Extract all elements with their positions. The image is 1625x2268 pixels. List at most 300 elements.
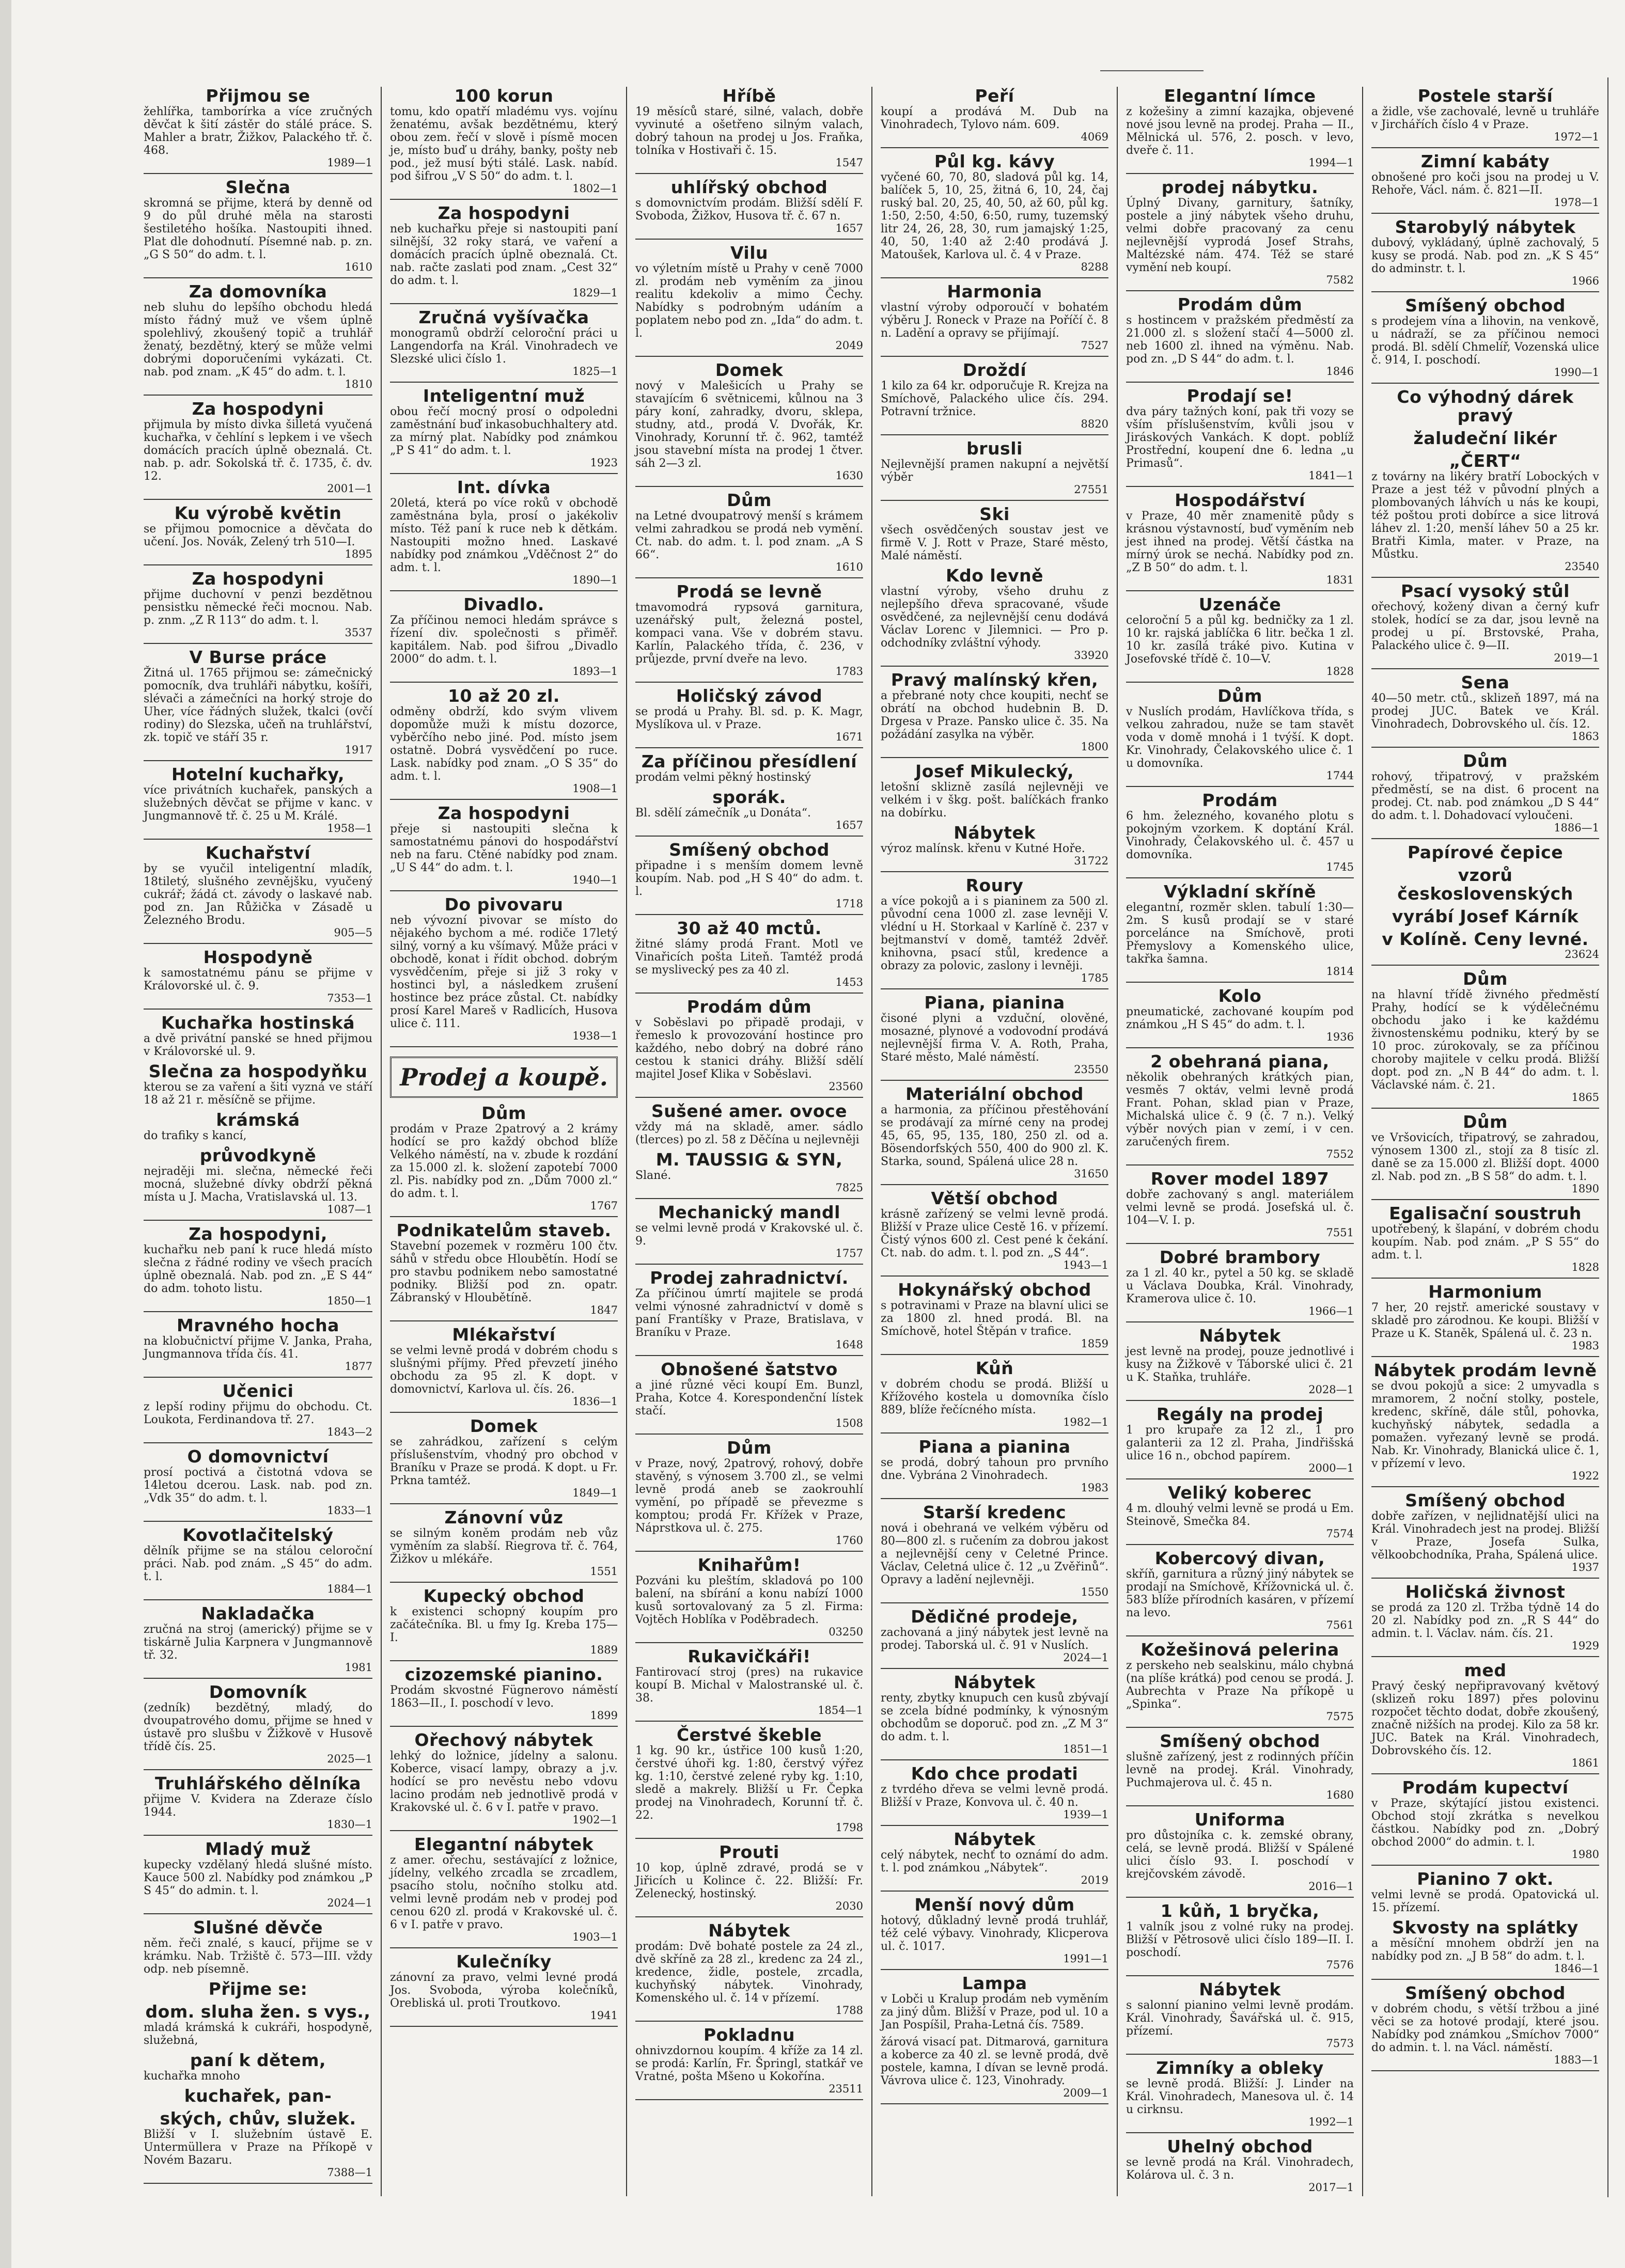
ad-divider (144, 943, 372, 944)
ad-body: vo výletním místě u Prahy v ceně 7000 zl. prodám neb vyměním za jinou realitu kdekoliv a mimo Čechy. Nabídky s podrobným udáním a poplatem nebo pod zn. „Ida“ do adm. t. l. (635, 262, 863, 340)
ad-number: 1648 (835, 1338, 863, 1351)
ad-heading: Smíšený obchod (1160, 1731, 1320, 1751)
ad-body: celý nábytek, nechť to oznámí do adm. t. l. pod známkou „Nábytek“. (881, 1849, 1108, 1875)
ad-heading: Dědičné prodeje, (911, 1606, 1079, 1627)
ad-heading: Výkladní skříně (1163, 881, 1317, 902)
ad-heading: M. TAUSSIG & SYN, (655, 1149, 843, 1170)
ad-divider (635, 239, 863, 240)
ad-body: letošní sklizně zasílá nejlevněji ve velkém i v škg. pošt. balíčkách franko na dobírku. (881, 781, 1108, 820)
classified-ad (1371, 970, 1599, 1104)
ad-divider (1371, 1656, 1599, 1657)
ad-number: 1861 (1571, 1757, 1599, 1769)
classified-ad (635, 1647, 863, 1716)
ad-number: 1846 (1326, 365, 1354, 377)
classified-ad (635, 752, 863, 784)
ad-body: něm. řeči znalé, s kaucí, přijme se v krámku. Nab. Tržiště č. 573—III. vždy odp. neb písemně. (144, 1937, 372, 1976)
ad-divider (881, 500, 1108, 501)
classified-ad (144, 282, 372, 390)
ad-number: 1854—1 (818, 1704, 863, 1716)
ad-divider (144, 643, 372, 644)
ad-divider (1126, 1727, 1354, 1728)
ad-number: 1718 (835, 897, 863, 910)
ad-heading: Egalisační soustruh (1389, 1203, 1582, 1223)
ad-heading: Smíšený obchod (1405, 295, 1566, 316)
ad-divider (881, 1668, 1108, 1669)
classified-ad (635, 87, 863, 169)
ad-body: v Nuslích prodám, Havlíčkova třída, s velkou zahradou, nuže se tam stavět voda v domě mnohá i 1 tvýší. K dopt. Kr. Vinohrady, Čelakovského ulice č. 1 u domovníka. (1126, 705, 1354, 770)
classified-ad (144, 1382, 372, 1438)
ad-divider (1371, 838, 1599, 839)
classified-ad (635, 1203, 863, 1259)
ad-heading: Dobré brambory (1159, 1247, 1321, 1267)
classified-ad (1126, 1405, 1354, 1474)
classified-ad (390, 1326, 618, 1408)
ad-number: 1802—1 (572, 182, 618, 195)
ad-body: na klobučnictví přijme V. Janka, Praha, Jungmannova třída čís. 41. (144, 1335, 372, 1361)
ad-number: 1788 (835, 2004, 863, 2017)
ad-heading: Roury (965, 875, 1024, 895)
ad-body: k samostatnému pánu se přijme v Královorské ul. č. 9. (144, 967, 372, 993)
ad-heading: Lampa (962, 1973, 1027, 1993)
ad-number: 1883—1 (1554, 2054, 1599, 2066)
ad-divider (390, 1726, 618, 1727)
ad-number: 8288 (1081, 261, 1108, 273)
ad-heading: vzorů československých (1397, 865, 1573, 904)
ad-body: na Letné dvoupatrový menší s krámem velmi zahradkou se prodá neb vymění. Ct. nab. do adm. t. l. pod znam. „A S 66“. (635, 510, 863, 561)
ad-body: přijmula by místo divka šilletá vyučená kuchařka, v čehlíní s lepkem i ve všech domácích pracích úplně obeznalá. Ct. nab. p. adr. Sokolská tř. č. 1735, č. dv. 12. (144, 418, 372, 483)
classified-ad (881, 439, 1108, 496)
ad-heading: Prodám kupectví (1402, 1777, 1569, 1798)
ad-divider (144, 277, 372, 278)
ad-divider (390, 2026, 618, 2027)
ad-number: 1783 (835, 665, 863, 678)
ad-number: 2030 (835, 1900, 863, 1912)
ad-body: přijme duchovní v penzi bezdětnou pensistku německé řeči mocnou. Nab. p. znm. „Z R 113“ do adm. t. l. (144, 588, 372, 627)
ad-body: 1 pro krupaře za 12 zl., 1 pro galanterii za 12 zl. Praha, Jindřišská ulice 16 n., obchod papírem. (1126, 1424, 1354, 1462)
ad-body: dobře zařízen, v nejlidnatější ulici na Král. Vinohradech jest na prodej. Bližší v Praze, Josefa Sulka, vělkoobchodníka, Praha, Spálená ulice. (1371, 1510, 1599, 1562)
classified-ad (1126, 1641, 1354, 1723)
ad-divider (881, 1969, 1108, 1970)
classified-ad (144, 1980, 372, 1998)
classified-ad (1126, 1484, 1354, 1540)
ad-heading: Peří (975, 87, 1014, 106)
ad-number: 7576 (1326, 1959, 1354, 1971)
ad-body: a přebrané noty chce koupiti, nechť se obrátí na obchod hudebnin B. D. Drgesa v Praze. Pansko ulice č. 35. Na požádání zasylka na výběr. (881, 689, 1108, 741)
ad-divider (635, 1551, 863, 1552)
ad-heading: Přijmou se (206, 87, 310, 106)
ad-number: 1831 (1326, 574, 1354, 586)
ad-divider (881, 988, 1108, 989)
ad-number: 1922 (1571, 1470, 1599, 1482)
ad-number: 1810 (345, 378, 372, 390)
ad-heading: Sena (1461, 672, 1510, 692)
ad-heading: Piana, pianina (924, 993, 1065, 1013)
ad-body: Fantirovací stroj (pres) na rukavice koupí B. Michal v Malostranské ul. č. 38. (635, 1666, 863, 1705)
ad-body: Pravý český nepřipravovaný květový (sklizeň roku 1897) přes polovinu rozpočet těchto dodat, dobře zkoušený, značně nižších na prodej. Kilo za 58 kr. JUC. Batek na Král. Vinohradech, Dobrovského čís. 12. (1371, 1680, 1599, 1757)
ad-divider (635, 993, 863, 994)
ad-body: Prodám skvostné Fügnerovo náměstí 1863—II., I. poschodí v levo. (390, 1684, 618, 1710)
ad-number: 7574 (1326, 1527, 1354, 1540)
ad-heading: Uhelný obchod (1167, 2136, 1313, 2156)
ad-number: 2025—1 (327, 1753, 372, 1765)
ad-number: 7582 (1326, 274, 1354, 286)
ad-number: 1671 (835, 731, 863, 743)
classified-ad (1371, 1204, 1599, 1273)
classified-ad (881, 1189, 1108, 1271)
ad-heading: Kůň (975, 1358, 1014, 1378)
top-rule (1100, 70, 1204, 73)
ad-heading: Ořechový nábytek (414, 1730, 593, 1750)
ad-body: pro důstojníka c. k. zemské obrany, celá, se levně prodá. Bližší v Spálené ulici číslo 93. I. poschodí v krejčovském závodě. (1126, 1829, 1354, 1881)
ad-heading: Čerstvé škeble (676, 1725, 822, 1745)
classified-ad (1126, 2137, 1354, 2194)
ad-heading: Půl kg. kávy (934, 151, 1055, 171)
ad-heading: Slušné děvče (193, 1917, 323, 1938)
classified-ad (144, 1774, 372, 1831)
classified-ad (1371, 752, 1599, 834)
ad-heading: cizozemské pianino. (404, 1664, 603, 1684)
ad-divider (1371, 1278, 1599, 1279)
ad-body: vždy má na skladě, amer. sádlo (tlerces) po zl. 58 z Děčína u nejlevněji (635, 1121, 863, 1146)
classified-ad (390, 1221, 618, 1316)
ad-body: skříň, garnitura a různý jiný nábytek se prodají na Smíchově, Křížovnická ul. č. 583 blíže přírodních kasáren, v přízemí na levo. (1126, 1568, 1354, 1619)
ad-number: 1547 (835, 156, 863, 169)
ad-heading: Pravý malínský křen, (890, 670, 1099, 690)
ad-divider (390, 682, 618, 683)
ad-heading: Nábytek (708, 1920, 790, 1941)
ad-body: čisoné plyni a vzduční, olověné, mosazné, plynové a vodovodní prodává nejlevnější firma V. A. Roth, Praha, Staré město, Malé náměstí. (881, 1012, 1108, 1064)
ad-body: zachovaná a jiný nábytek jest levně na prodej. Taborská ul. č. 91 v Nuslích. (881, 1626, 1108, 1652)
ad-divider (881, 1080, 1108, 1081)
ad-divider (635, 1642, 863, 1643)
ad-heading: Menší nový dům (914, 1895, 1075, 1915)
ad-heading: Dům (727, 1438, 772, 1458)
ad-body: s potravinami v Praze na blavní ulici se za 1800 zl. hned prodá. Bl. na Smíchově, hotel Štěpán v trafice. (881, 1299, 1108, 1338)
ad-heading: Slečna (225, 177, 291, 197)
classified-ad (1371, 1491, 1599, 1573)
ad-number: 1893—1 (572, 665, 618, 678)
ad-body: rohový, třipatrový, v pražském předměstí, se na dist. 6 procent na prodej. Ct. nab. pod známkou „D S 44“ do adm. t. l. Dohadovací vyloučeni. (1371, 770, 1599, 822)
ad-divider (1371, 1108, 1599, 1109)
ad-divider (1371, 747, 1599, 748)
ad-heading: Regály na prodej (1156, 1404, 1324, 1424)
ad-number: 2009—1 (1063, 2087, 1108, 2099)
ad-number: 1958—1 (327, 822, 372, 834)
ad-heading: Rukavičkáři! (687, 1646, 811, 1666)
ad-divider (390, 1412, 618, 1413)
ad-heading: Za hospodyni (192, 569, 324, 589)
ad-body: ohnivzdornou koupím. 4 kříže za 14 zl. se prodá: Karlín, Fr. Špringl, statkář ve Vratné, pošta Mšeno u Kokořína. (635, 2044, 863, 2083)
ad-body: dubový, vykládaný, úplně zachovalý, 5 kusy se prodá. Nab. pod zn. „K S 45“ do adminstr. t. l. (1371, 237, 1599, 275)
ad-divider (390, 1216, 618, 1217)
ad-heading: Kuchařka hostinská (161, 1013, 355, 1033)
ad-body: prodám velmi pěkný hostinský (635, 771, 811, 784)
classified-ad (1126, 1810, 1354, 1893)
ad-body: 1 kilo za 64 kr. odporučuje R. Krejza na Smíchově, Palackého ulice čís. 294. Potravní tržnice. (881, 380, 1108, 418)
ad-body: se velmi levně prodá v Krakovské ul. č. 9. (635, 1222, 863, 1248)
ad-divider (390, 382, 618, 383)
ad-body: z tvrdého dřeva se velmi levně prodá. Bližší v Praze, Konvova ul. č. 40 n. (881, 1783, 1108, 1809)
ad-divider (881, 1825, 1108, 1826)
ad-heading: Postele starší (1417, 87, 1553, 106)
ad-number: 3537 (345, 626, 372, 639)
ad-body: nejraději mi. slečna, německé řeči mocná, služebné dívky obdrží pěkná místa u J. Macha, Vratislavská ul. 13. (144, 1165, 372, 1204)
ad-divider (1126, 877, 1354, 878)
ad-body: kupecky vzdělaný hledá slušné místo. Kauce 500 zl. Nabídky pod známkou „P S 45“ do admin. t. l. (144, 1858, 372, 1897)
ad-number: 1846—1 (1554, 1962, 1599, 1975)
ad-body: v dobrém chodu, s větší tržbou a jiné věci se za hotové prodají, které jsou. Nabídky pod známkou „Smíchov 7000“ do admin. t. l. na Václ. náměstí. (1371, 2003, 1599, 2054)
classified-ad (1371, 388, 1599, 425)
ad-number: 7825 (835, 1182, 863, 1194)
ad-divider (635, 1198, 863, 1199)
classified-ad (881, 361, 1108, 430)
ad-number: 1938—1 (572, 1030, 618, 1042)
section-banner: Prodej a koupě. (390, 1057, 618, 1098)
ad-body: velmi levně se prodá. Opatovická ul. 15. přízemí. (1371, 1888, 1599, 1914)
classified-ad (1371, 1361, 1599, 1482)
ad-number: 1850—1 (327, 1295, 372, 1307)
column-4 (871, 87, 1117, 2196)
ad-body: hotový, důkladný levně prodá truhlář, též celé výbavy. Vinohrady, Klicperova ul. č. 1017. (881, 1914, 1108, 1953)
ad-heading: Mechanický mandl (658, 1202, 840, 1222)
classified-ad (1371, 1778, 1599, 1861)
classified-ad (144, 1604, 372, 1674)
ad-heading: Sušené amer. ovoce (651, 1101, 848, 1121)
classified-ad (390, 1952, 618, 2022)
classified-ad (144, 1683, 372, 1765)
ad-heading: kuchařek, pan- (184, 2086, 332, 2106)
ad-body: lehký do ložnice, jídelny a salonu. Koberce, visací lampy, obrazy a j.v. hodící se pro nevěstu nebo vdovu lacino prodám neb jednotlivě prodá v Krakovské ul. č. 6 v I. patře v pravo. (390, 1750, 618, 1814)
ad-heading: Kolo (1218, 986, 1262, 1006)
ad-body: tmavomodrá rypsová garnitura, uzenářský pult, železná postel, kompaci vana. Vše v dobrém stavu. Karlín, Palackého třída, č. 236, v průjezde, první dveře na levo. (635, 601, 863, 666)
classified-ad (881, 152, 1108, 273)
ad-body: s salonní pianino velmi levně prodám. Král. Vinohrady, Šavářská ul. č. 915, přízemí. (1126, 1999, 1354, 2038)
ad-number: 1877 (345, 1360, 372, 1373)
classified-ad (1371, 866, 1599, 903)
classified-ad (881, 1830, 1108, 1886)
ad-heading: Smíšený obchod (669, 840, 830, 860)
ad-heading: Holičská živnost (1405, 1582, 1566, 1602)
ad-number: 1785 (1081, 972, 1108, 984)
classified-ad (1371, 907, 1599, 926)
ad-number: 1929 (1571, 1640, 1599, 1652)
ad-heading: Za hospodyni (192, 399, 324, 419)
ad-heading: Int. dívka (457, 477, 551, 497)
ad-divider (390, 1046, 618, 1047)
ad-heading: Nábytek prodám levně (1373, 1360, 1597, 1380)
ad-divider (881, 871, 1108, 872)
ad-body: 19 měsíců staré, silné, valach, dobře vyvinuté a ošetřeno silným valach, dobrý tahoun na prodej u Jos. Fraňka, tolníka v Hostivaři č. 15. (635, 105, 863, 157)
ad-heading: Přijme se: (208, 1979, 308, 1999)
ad-number: 1884—1 (327, 1583, 372, 1595)
ad-body: žárová visací pat. Ditmarová, garnitura a koberce za 40 zl. se levně prodá, dvě postele, kamna, I dívan se levně prodá. Vávrova ulice č. 123, Vinohrady. (881, 2036, 1108, 2087)
ad-number: 905—5 (334, 926, 372, 939)
ad-divider (390, 799, 618, 800)
ad-number: 2019—1 (1554, 652, 1599, 664)
ad-number: 1630 (835, 469, 863, 482)
ad-number: 1744 (1326, 769, 1354, 782)
ad-number: 1966 (1571, 275, 1599, 287)
ad-heading: krámská (216, 1110, 300, 1130)
classified-ad (144, 1526, 372, 1595)
classified-ad (635, 1360, 863, 1429)
ad-number: 2049 (835, 339, 863, 352)
ad-divider (1126, 786, 1354, 787)
ad-heading: Zručná vyšívačka (418, 307, 589, 327)
right-rule (1607, 77, 1608, 2197)
ad-heading: Skvosty na splátky (1392, 1917, 1579, 1938)
ad-divider (1371, 1486, 1599, 1487)
ad-body: upotřebený, k šlapání, v dobrém chodu koupím. Nab. pod znám. „P S 55“ do adm. t. l. (1371, 1223, 1599, 1262)
ad-body: nový v Malešicích u Prahy se stavajícím 6 světnicemi, kůlnou na 3 páry koní, zahradky, dvoru, sklepa, studny, atd., prodá V. Dvořák, Kr. Vinohrady, Korunní tř. č. 962, tamtéž jsou stavební místa na prodej 1 čtver. sáh 2—3 zl. (635, 380, 863, 470)
ad-body: neb vývozní pivovar se místo do nějakého bychom a mé. rodiče 17letý silný, vorný a ku všímavý. Může práci v obchodě, konat i řídit obchod. dobrým vysvědčením, přeje si již 3 roky v hostinci byl, a následkem zrušení hostince bez práce zůstal. Ct. nabídky prosí Karel Mareš v Radlicích, Husova ulice č. 111. (390, 914, 618, 1030)
ad-body: v Lobči u Kralup prodám neb vyměním za jiný dům. Bližší v Praze, pod ul. 10 a Jan Pospíšil, Praha-Letná čís. 7589. (881, 1993, 1108, 2031)
ad-number: 7353—1 (327, 992, 372, 1004)
ad-heading: med (1464, 1660, 1507, 1680)
classified-ad (144, 400, 372, 495)
ad-number: 23624 (1565, 948, 1599, 960)
ad-divider (635, 747, 863, 748)
ad-heading: dom. sluha žen. s vys., (145, 2002, 371, 2022)
ad-number: 1843—2 (327, 1426, 372, 1438)
ad-number: 1551 (590, 1565, 618, 1578)
ad-body: koupí a prodává M. Dub na Vinohradech, Tylovo nám. 609. (881, 105, 1108, 131)
ad-divider (635, 486, 863, 487)
ad-divider (144, 395, 372, 396)
ad-body: přeje si nastoupiti slečna k samostatnému pánovi do hospodářství neb na faru. Ctěné nabídky pod znam. „U S 44“ do adm. t. l. (390, 823, 618, 874)
ad-number: 7561 (1326, 1619, 1354, 1631)
ad-body: renty, zbytky knupuch cen kusů zbývají se zcela bídné podmínky, k výnosným obchodům se doporuč. pod zn. „Z M 3“ do adm. t. l. (881, 1692, 1108, 1743)
ad-divider (635, 2021, 863, 2022)
classified-ad (1371, 218, 1599, 287)
ad-number: 1992—1 (1308, 2116, 1354, 2128)
ad-body: zručná na stroj (americký) přijme se v tiskárně Julia Karpnera v Jungmannově tř. 32. (144, 1623, 372, 1662)
classified-ad (635, 788, 863, 831)
classified-ad (635, 1102, 863, 1146)
ad-body: výroz malínsk. křenu v Kutné Hoře. (881, 842, 1085, 855)
ad-divider (1371, 2070, 1599, 2071)
ad-body: prodám: Dvě bohaté postele za 24 zl., dvě skříně za 28 zl., kredenc za 24 zl., kredence, židle, postele, zrcadla, kuchyňský nábytek. Vinohrady, Komenského ul. č. 14 v přízemí. (635, 1940, 863, 2005)
classified-ad (1126, 87, 1354, 169)
ad-body: se dvou pokojů a sice: 2 umyvadla s mramorem, 2 noční stolky, postele, kredenc, skříně, dále stůl, pohovka, kuchyňský nábytek, sedadla a pomažen. vyřezaný levně se prodá. Nab. Kr. Vinohrady, Blanická ulice č. 1, v přízemí v levo. (1371, 1380, 1599, 1470)
ad-divider (144, 839, 372, 840)
ad-heading: „ČERT“ (1449, 451, 1522, 471)
ad-body: kterou se za vaření a šití vyzná ve stáří 18 až 21 r. měsíčně se přijme. (144, 1081, 372, 1107)
ad-body: z továrny na likéry bratří Lobockých v Praze a jest též v původní plných a plombovaných láhvích u nás ke koupi, též poštou proti dobírce a sice litrová láhev zl. 1:20, menší láhev 50 a 25 kr. Bratři Kimla, mater. v Praze, na Můstku. (1371, 470, 1599, 561)
ad-heading: 100 korun (454, 87, 554, 106)
classified-ad (635, 1843, 863, 1912)
classified-ad (881, 1503, 1108, 1598)
classified-ad (144, 648, 372, 756)
ad-body: pneumatické, zachované koupím pod známkou „H S 45“ do adm. t. l. (1126, 1005, 1354, 1031)
classified-ad (144, 2051, 372, 2083)
ad-body: obou řečí mocný prosí o odpoledni zaměstnání buď inkasobuchhaltery atd. za mírný plat. Nabídky pod známkou „P S 41“ do adm. t. l. (390, 405, 618, 457)
ad-body: vlastní výroby odporoučí v bohatém výběru J. Roneck v Praze na Poříčí č. 8 n. Ladění a opravy se přijímají. (881, 301, 1108, 340)
ad-heading: Za hospodyni (437, 203, 570, 223)
ad-heading: Prodají se! (1186, 386, 1293, 406)
ad-number: 1895 (345, 548, 372, 560)
classified-ad (635, 1922, 863, 2017)
classified-ad (1371, 296, 1599, 379)
ad-divider (635, 836, 863, 837)
ad-divider (881, 1602, 1108, 1603)
classified-ad (635, 919, 863, 988)
ad-number: 1972—1 (1554, 131, 1599, 143)
ad-body: prosí poctivá a čistotná vdova se 14letou dcerou. Lask. nab. pod zn. „Vdk 35“ do adm. t. l. (144, 1466, 372, 1505)
classified-ad (881, 566, 1108, 662)
ad-divider (1126, 173, 1354, 174)
ad-body: z lepší rodiny přijmu do obchodu. Ct. Loukota, Ferdinandova tř. 27. (144, 1400, 372, 1426)
ad-divider (1126, 486, 1354, 487)
ad-number: 1903—1 (572, 1931, 618, 1943)
ad-divider (390, 199, 618, 200)
ad-body: v dobrém chodu se prodá. Bližší u Křížového kostela u domovníka číslo 889, blíže řečícného místa. (881, 1378, 1108, 1416)
ad-body: do trafiky s kancí, (144, 1129, 247, 1142)
classified-ad (390, 1665, 618, 1722)
ad-body: a jiné různé věci koupí Em. Bunzl, Praha, Kotce 4. Korespondenční lístek stačí. (635, 1379, 863, 1418)
classified-ad (144, 87, 372, 169)
ad-heading: Slečna za hospodyňku (148, 1061, 368, 1081)
classified-ad (390, 308, 618, 377)
classified-ad (1371, 87, 1599, 143)
ad-body: slušně zařízený, jest z rodinných příčin levně na prodej. Král. Vinohrady, Puchmajerova ul. č. 45 n. (1126, 1751, 1354, 1789)
ad-heading: Psací vysoký stůl (1401, 581, 1570, 601)
ad-number: 03250 (829, 1626, 863, 1638)
ad-number: 1890 (1571, 1183, 1599, 1195)
column-3 (626, 87, 871, 2196)
classified-ad (881, 1673, 1108, 1755)
ad-heading: Uzenáče (1198, 594, 1282, 615)
ad-number: 1657 (835, 819, 863, 831)
ad-body: obnošené pro koči jsou na prodej u V. Rehoře, Václ. nám. č. 821—II. (1371, 171, 1599, 197)
ad-heading: Kdo levně (946, 565, 1043, 586)
ad-divider (881, 1275, 1108, 1277)
classified-ad (635, 1726, 863, 1834)
ad-number: 23560 (829, 1080, 863, 1093)
ad-heading: Kulečníky (456, 1951, 552, 1972)
classified-ad (390, 1508, 618, 1578)
ad-divider (144, 173, 372, 174)
ad-heading: Ski (979, 504, 1010, 524)
ad-body: s prodejem vína a lihovin, na venkově, u nádraží, se za příčinou nemoci prodá. Bl. sdělí Chmelíř, Vozenská ulice č. 914, I. poschodí. (1371, 315, 1599, 367)
ad-columns (135, 87, 1607, 2196)
ad-heading: Nábytek (954, 823, 1036, 843)
classified-ad (144, 1316, 372, 1373)
ad-number: 23511 (829, 2083, 863, 2095)
classified-ad (1126, 387, 1354, 482)
classified-ad (1126, 2059, 1354, 2128)
ad-heading: Prodám dům (1177, 294, 1303, 314)
ad-body: Bl. sdělí zámečník „u Donáta“. (635, 807, 811, 820)
classified-ad (881, 1281, 1108, 1350)
ad-heading: Co výhodný dárek pravý (1397, 387, 1574, 426)
classified-ad (144, 2109, 372, 2179)
ad-body: se prodá za 120 zl. Tržba týdně 14 do 20 zl. Nabídky pod zn. „R S 44“ do admin. t. l. Václav. nám. čís. 21. (1371, 1601, 1599, 1640)
classified-ad (1371, 843, 1599, 862)
classified-ad (1126, 987, 1354, 1043)
ad-number: 1966—1 (1308, 1305, 1354, 1317)
ad-heading: Harmonia (947, 281, 1042, 302)
ad-divider (144, 1220, 372, 1221)
ad-number: 23540 (1565, 560, 1599, 573)
ad-body: a harmonia, za příčinou přestěhování se prodávají za mírné ceny na prodej 45, 65, 95, 135, 180, 250 zl. od a. Bösendorfských 550, 400 do 900 zl. K. Starka, sound, Spálená ulice 28 n. (881, 1104, 1108, 1168)
ad-number: 1899 (590, 1709, 618, 1722)
ad-heading: Za domovníka (189, 281, 327, 302)
ad-body: a židle, vše zachovalé, levně u truhláře v Jirchářích číslo 4 v Praze. (1371, 105, 1599, 131)
ad-number: 1087—1 (327, 1203, 372, 1216)
ad-number: 1800 (1081, 741, 1108, 753)
classified-ad (881, 1085, 1108, 1180)
